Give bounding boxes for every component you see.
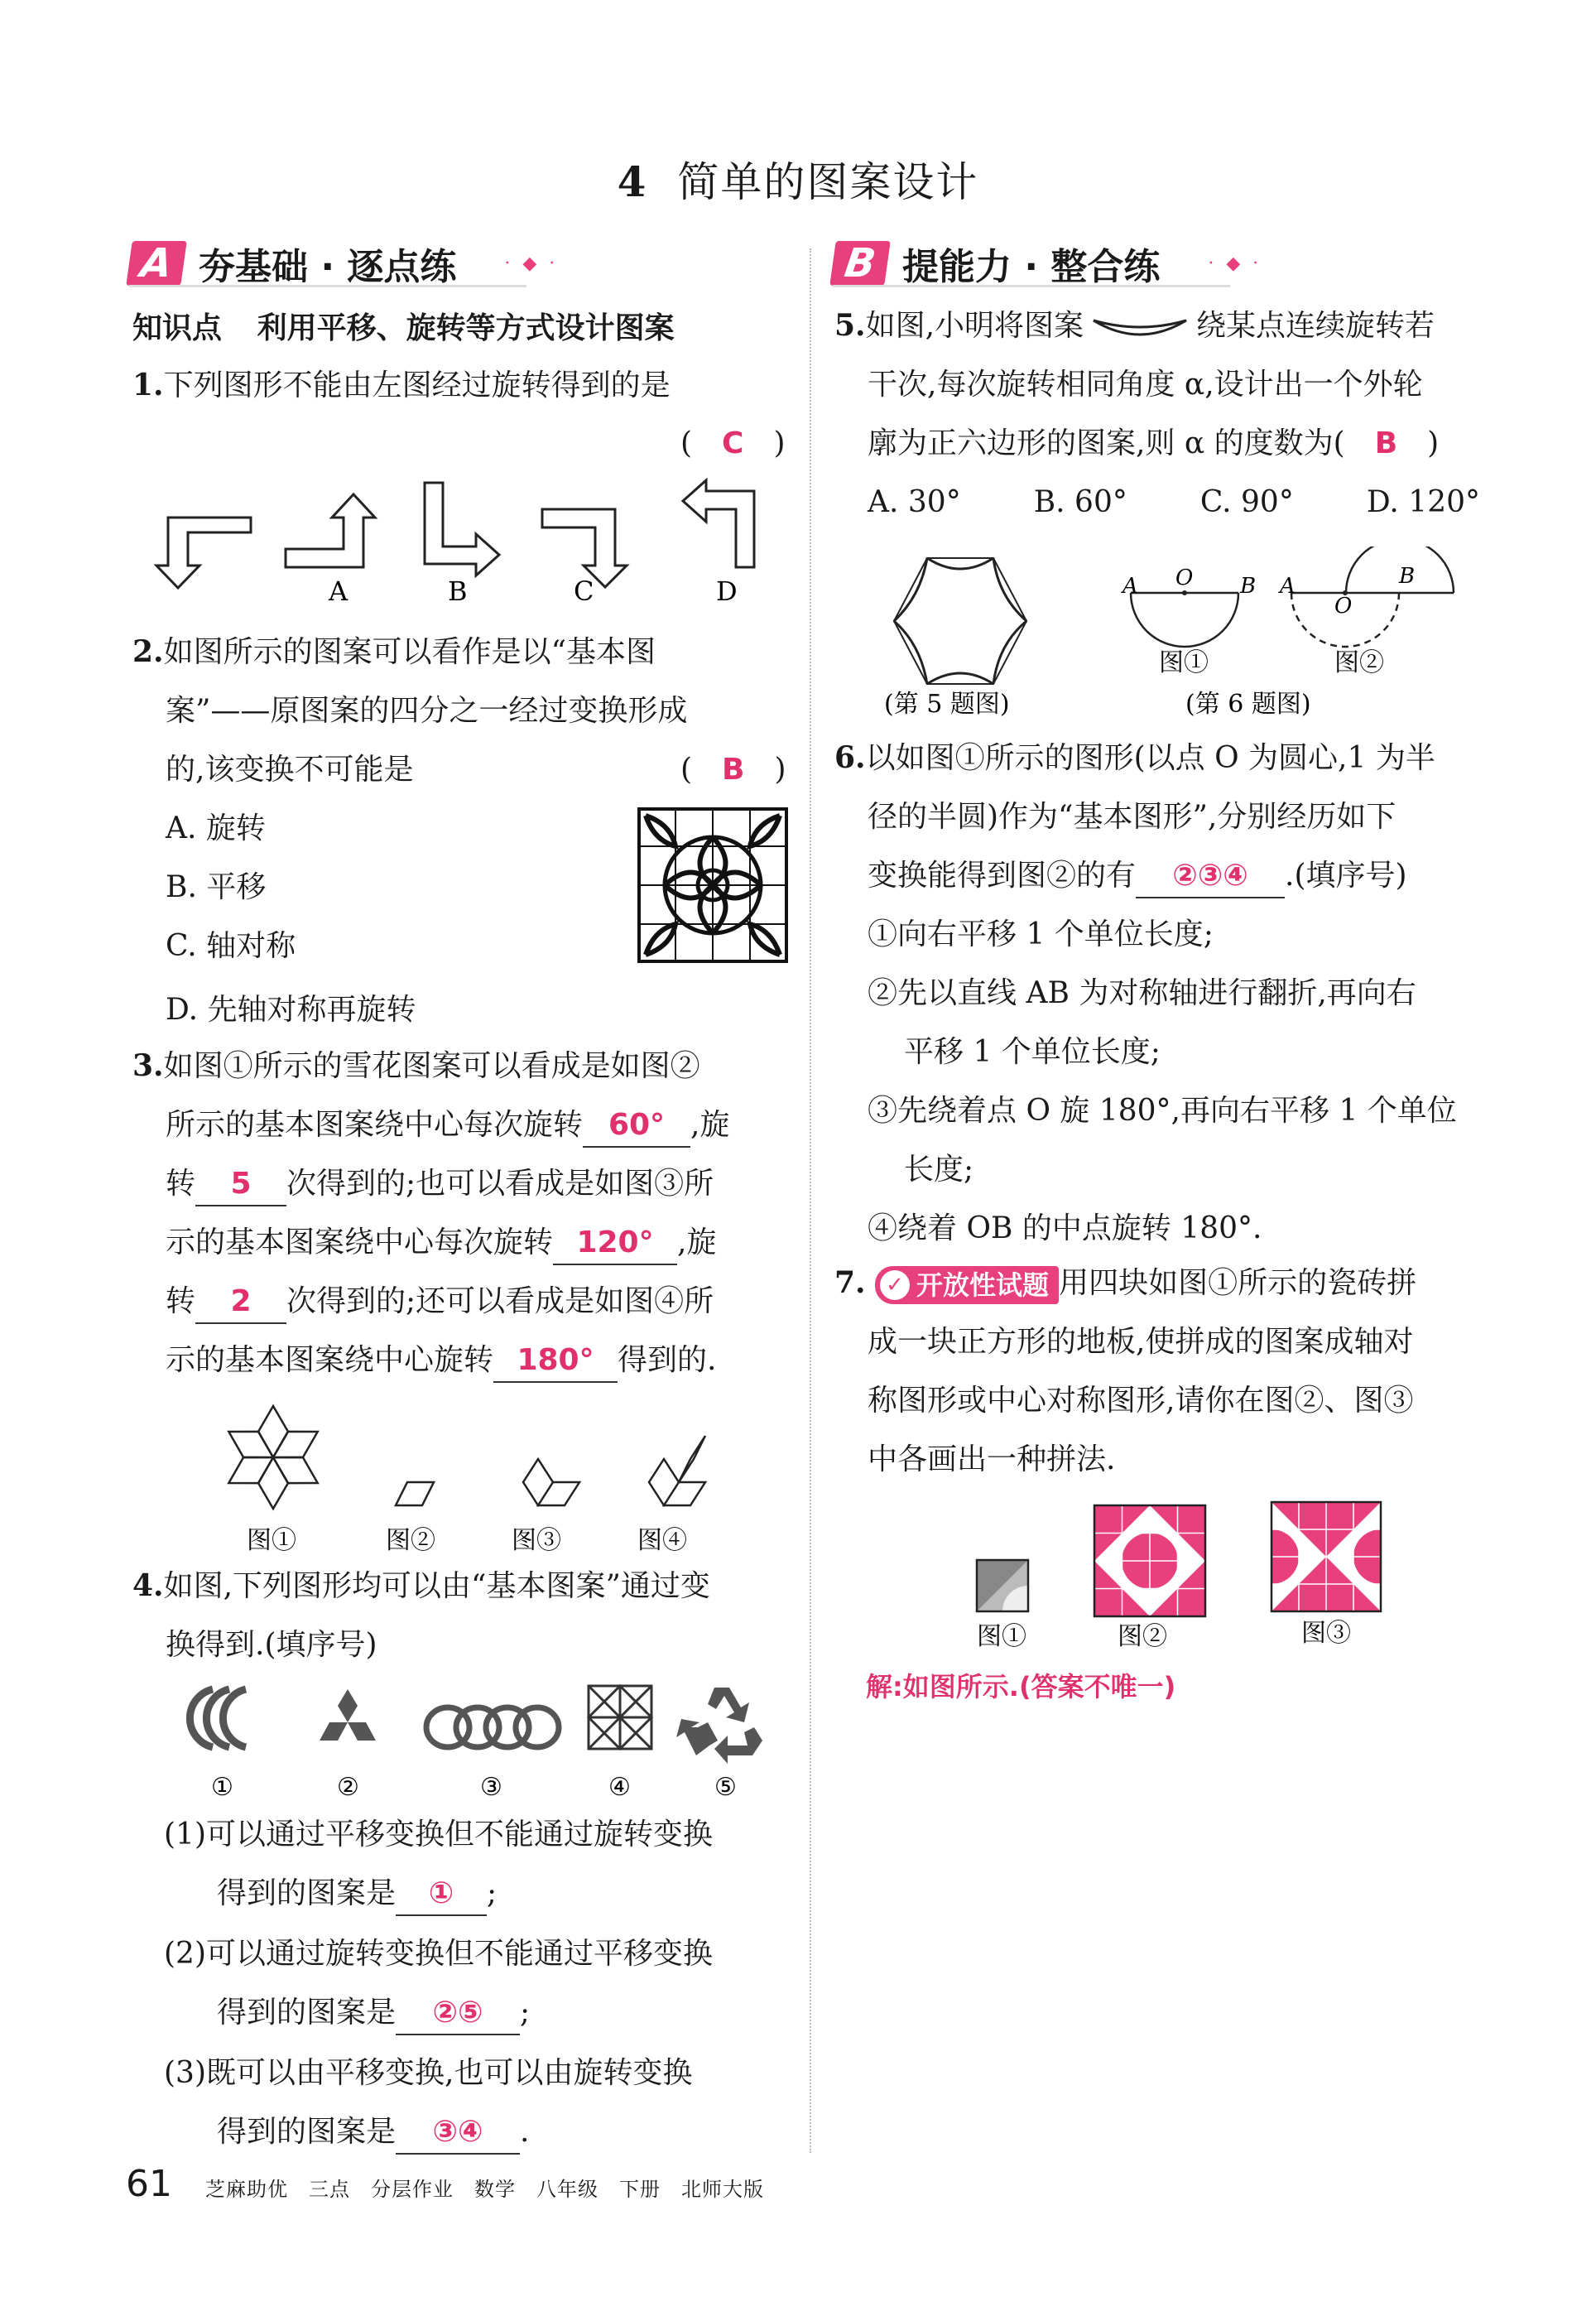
q1-number: 1. xyxy=(132,368,164,402)
q6-line2: 径的半圆)作为“基本图形”,分别经历如下 xyxy=(868,800,1396,834)
q2-option-d: D. 先轴对称再旋转 xyxy=(166,993,416,1027)
q5-option-b: B. 60° xyxy=(1033,485,1127,519)
section-b-header xyxy=(833,237,1262,290)
q1-label-b: B xyxy=(448,575,468,607)
q4-part2-answer: ②⑤ xyxy=(396,1992,520,2035)
q4-part3-line2: 得到的图案是 xyxy=(217,2115,397,2149)
q4-mitsubishi-icon xyxy=(320,1689,376,1741)
knowledge-point xyxy=(132,305,675,347)
question-6 xyxy=(834,729,1513,1258)
checkmark-icon: ✓ xyxy=(880,1270,910,1300)
q6-line3b: .(填序号) xyxy=(1285,859,1407,893)
q3-caption-1: 图① xyxy=(247,1526,296,1555)
q6-item-2: ②先以直线 AB 为对称轴进行翻折,再向右 xyxy=(868,976,1416,1010)
q5-q6-figures xyxy=(877,547,1573,729)
title-number: 4 xyxy=(617,157,648,206)
q7-solution: 解:如图所示.(答案不唯一) xyxy=(866,1671,1176,1702)
q6-fig1-caption: 图① xyxy=(1159,648,1209,677)
q4-caption-5: ⑤ xyxy=(714,1773,737,1802)
q3-line2b: ,旋 xyxy=(690,1108,730,1142)
q6-fig2-label-o: O xyxy=(1334,594,1353,619)
section-b-underline xyxy=(833,285,1230,287)
knowledge-label: 知识点 xyxy=(132,311,223,345)
q4-part3-answer: ③④ xyxy=(396,2112,520,2155)
q3-caption-2: 图② xyxy=(386,1526,435,1555)
section-a-title: 夯基础 · 逐点练 xyxy=(199,246,457,288)
q6-fig2-caption: 图② xyxy=(1334,648,1384,677)
q3-line5a: 转 xyxy=(166,1284,196,1318)
q4-parts xyxy=(164,1805,713,2161)
q5-option-a: A. 30° xyxy=(868,485,961,519)
q4-line2: 换得到.(填序号) xyxy=(166,1628,377,1662)
q3-number: 3. xyxy=(132,1048,164,1083)
q7-caption-3: 图③ xyxy=(1301,1619,1351,1648)
q4-caption-2: ② xyxy=(337,1773,359,1802)
q3-line4b: ,旋 xyxy=(677,1226,717,1259)
q4-part1-line2: 得到的图案是 xyxy=(217,1876,397,1910)
column-divider xyxy=(810,248,811,2153)
section-b-badge: B xyxy=(829,241,891,286)
q3-caption-4: 图④ xyxy=(637,1526,687,1555)
q6-item-3b: 长度; xyxy=(904,1153,974,1187)
q7-caption-2: 图② xyxy=(1118,1622,1167,1651)
q3-line3b: 次得到的;也可以看成是如图③所 xyxy=(286,1167,714,1201)
q3-line6a: 示的基本图案绕中心旋转 xyxy=(166,1343,494,1377)
q5-line1a: 如图,小明将图案 xyxy=(865,309,1084,343)
q2-line3: 的,该变换不可能是 xyxy=(166,753,414,787)
q6-line1: 以如图①所示的图形(以点 O 为圆心,1 为半 xyxy=(865,741,1435,775)
question-3 xyxy=(132,1037,795,1389)
q6-fig1-label-b: B xyxy=(1240,574,1257,599)
q7-number: 7. xyxy=(834,1265,866,1300)
q4-part1-end: ; xyxy=(487,1876,498,1910)
q5-option-d: D. 120° xyxy=(1366,485,1481,519)
q1-answer-bracket: ( C ) xyxy=(680,426,786,460)
q5-option-c: C. 90° xyxy=(1199,485,1294,519)
q7-line2: 成一块正方形的地板,使拼成的图案成轴对 xyxy=(868,1325,1414,1359)
q2-pattern-figure xyxy=(637,807,788,963)
q3-answer-4: 2 xyxy=(195,1281,286,1324)
q7-caption-1: 图① xyxy=(977,1622,1026,1651)
q6-fig2-label-b: B xyxy=(1399,564,1416,589)
q4-line1: 如图,下列图形均可以由“基本图案”通过变 xyxy=(163,1569,710,1603)
q4-part2-end: ; xyxy=(520,1996,531,2030)
q4-caption-1: ① xyxy=(211,1773,233,1802)
q6-item-1: ①向右平移 1 个单位长度; xyxy=(868,917,1214,951)
q1-label-a: A xyxy=(329,575,349,607)
q4-part1-line1: (1)可以通过平移变换但不能通过旋转变换 xyxy=(164,1818,713,1852)
q4-rings-icon xyxy=(426,1707,559,1747)
q3-line6b: 得到的. xyxy=(618,1343,717,1377)
section-a-underline xyxy=(129,285,526,287)
q1-option-b-arrow-icon xyxy=(425,483,499,575)
q6-item-3: ③先绕着点 O 旋 180°,再向右平移 1 个单位 xyxy=(868,1094,1457,1128)
q5-caption: (第 5 题图) xyxy=(884,690,1010,719)
q5-answer: B xyxy=(1374,426,1398,460)
q7-tag xyxy=(875,1266,1059,1304)
footer xyxy=(126,2163,764,2205)
q1-original-arrow-icon xyxy=(156,518,251,588)
footer-text: 芝麻助优 三点 分层作业 数学 八年级 下册 北师大版 xyxy=(205,2178,764,2201)
page-number: 61 xyxy=(126,2163,172,2205)
q4-number: 4. xyxy=(132,1568,164,1603)
q2-line2: 案”——原图案的四分之一经过变换形成 xyxy=(166,694,688,728)
q1-option-a-arrow-icon xyxy=(286,494,375,567)
q6-line3a: 变换能得到图②的有 xyxy=(868,859,1137,893)
q5-number: 5. xyxy=(834,308,866,343)
q7-tag-label: 开放性试题 xyxy=(916,1269,1050,1301)
q4-part2-line2: 得到的图案是 xyxy=(217,1996,397,2030)
q4-caption-4: ④ xyxy=(608,1773,631,1802)
q1-figures xyxy=(153,476,782,609)
q3-line5b: 次得到的;还可以看成是如图④所 xyxy=(286,1284,714,1318)
q1-option-d-arrow-icon xyxy=(683,480,754,567)
q3-answer-2: 5 xyxy=(195,1163,286,1206)
q7-fig3-pattern-icon xyxy=(1272,1502,1381,1611)
page-title xyxy=(0,149,1596,209)
q4-grid-square-icon xyxy=(589,1686,651,1749)
q4-part3-line1: (3)既可以由平移变换,也可以由旋转变换 xyxy=(164,2056,693,2090)
q5-hexagon-icon xyxy=(894,558,1026,684)
q7-figures xyxy=(969,1499,1399,1656)
q2-option-c: C. 轴对称 xyxy=(166,929,296,963)
q2-option-a: A. 旋转 xyxy=(166,811,266,845)
q4-moons-icon xyxy=(190,1689,246,1747)
q5-line2: 干次,每次旋转相同角度 α,设计出一个外轮 xyxy=(868,368,1423,402)
q6-answer: ②③④ xyxy=(1136,855,1285,898)
q2-number: 2. xyxy=(132,634,164,669)
q3-two-rhombi-icon xyxy=(523,1459,579,1505)
section-a-badge: A xyxy=(126,241,187,286)
q1-label-c: C xyxy=(574,575,594,607)
q4-recycle-icon xyxy=(676,1688,762,1764)
q6-caption: (第 6 题图) xyxy=(1185,690,1311,719)
q6-item-4: ④绕着 OB 的中点旋转 180°. xyxy=(868,1211,1262,1245)
q3-rhombus-icon xyxy=(396,1482,434,1505)
q7-line3: 称图形或中心对称图形,请你在图②、图③ xyxy=(868,1384,1414,1418)
q7-line4: 中各画出一种拼法. xyxy=(868,1442,1116,1476)
q4-figures xyxy=(178,1681,782,1805)
q7-tile-icon xyxy=(977,1560,1028,1611)
question-1 xyxy=(132,356,671,415)
decor-dots-icon: · ◆ · xyxy=(504,253,559,274)
q5-line3: 廓为正六边形的图案,则 α 的度数为 xyxy=(868,426,1334,460)
knowledge-text: 利用平移、旋转等方式设计图案 xyxy=(257,311,675,345)
q5-crescent-icon xyxy=(1090,315,1190,340)
q6-fig2-label-a: A xyxy=(1280,574,1296,599)
q4-caption-3: ③ xyxy=(480,1773,502,1802)
section-b-title: 提能力 · 整合练 xyxy=(902,246,1161,288)
q2-line1: 如图所示的图案可以看作是以“基本图 xyxy=(163,635,656,669)
q3-snowflake-icon xyxy=(221,1406,324,1509)
q4-part1-answer: ① xyxy=(396,1873,487,1916)
question-5: 5.如图,小明将图案 绕某点连续旋转若 干次,每次旋转相同角度 α,设计出一个外轮 廓为正六边形的图案,则 α 的度数为( B ) A. 30° B. 60° C. 90° D. 120° xyxy=(834,296,1497,532)
q3-line4a: 示的基本图案绕中心每次旋转 xyxy=(166,1226,554,1259)
title-text: 简单的图案设计 xyxy=(677,158,979,206)
q3-answer-3: 120° xyxy=(553,1222,677,1265)
q1-label-d: D xyxy=(716,575,738,607)
q5-options xyxy=(834,473,1497,532)
q2-option-b: B. 平移 xyxy=(166,870,267,904)
q3-line2a: 所示的基本图案绕中心每次旋转 xyxy=(166,1108,584,1142)
q2-answer: B xyxy=(722,753,745,787)
section-a-header xyxy=(129,237,558,290)
q6-fig1-label-o: O xyxy=(1175,566,1194,590)
q3-line1: 如图①所示的雪花图案可以看成是如图② xyxy=(163,1049,700,1083)
q7-line1: 用四块如图①所示的瓷砖拼 xyxy=(1059,1266,1417,1300)
question-4 xyxy=(132,1557,710,1674)
q7-fig2-pattern-icon xyxy=(1094,1505,1205,1616)
q2-answer-bracket: ( B ) xyxy=(680,753,786,787)
q3-three-rhombi-icon xyxy=(649,1436,705,1505)
question-7 xyxy=(834,1254,1513,1489)
q3-line3a: 转 xyxy=(166,1167,196,1201)
q1-text: 下列图形不能由左图经过旋转得到的是 xyxy=(163,368,671,402)
q6-fig1-semicircle-icon xyxy=(1131,593,1238,647)
q3-answer-1: 60° xyxy=(583,1105,690,1148)
q5-line1b: 绕某点连续旋转若 xyxy=(1196,309,1435,343)
q4-part2-line1: (2)可以通过旋转变换但不能通过平移变换 xyxy=(164,1937,713,1971)
q6-number: 6. xyxy=(834,740,866,775)
q6-fig1-label-a: A xyxy=(1122,574,1138,599)
question-2 xyxy=(132,623,687,1039)
decor-dots-icon: · ◆ · xyxy=(1208,253,1262,274)
q3-caption-3: 图③ xyxy=(512,1526,561,1555)
q6-fig2-semicircles-icon xyxy=(1291,547,1454,647)
q6-item-2b: 平移 1 个单位长度; xyxy=(904,1035,1161,1069)
q1-answer: C xyxy=(722,426,744,460)
q3-figures xyxy=(215,1399,728,1557)
q4-part3-end: . xyxy=(520,2115,530,2149)
q3-answer-5: 180° xyxy=(493,1340,618,1383)
